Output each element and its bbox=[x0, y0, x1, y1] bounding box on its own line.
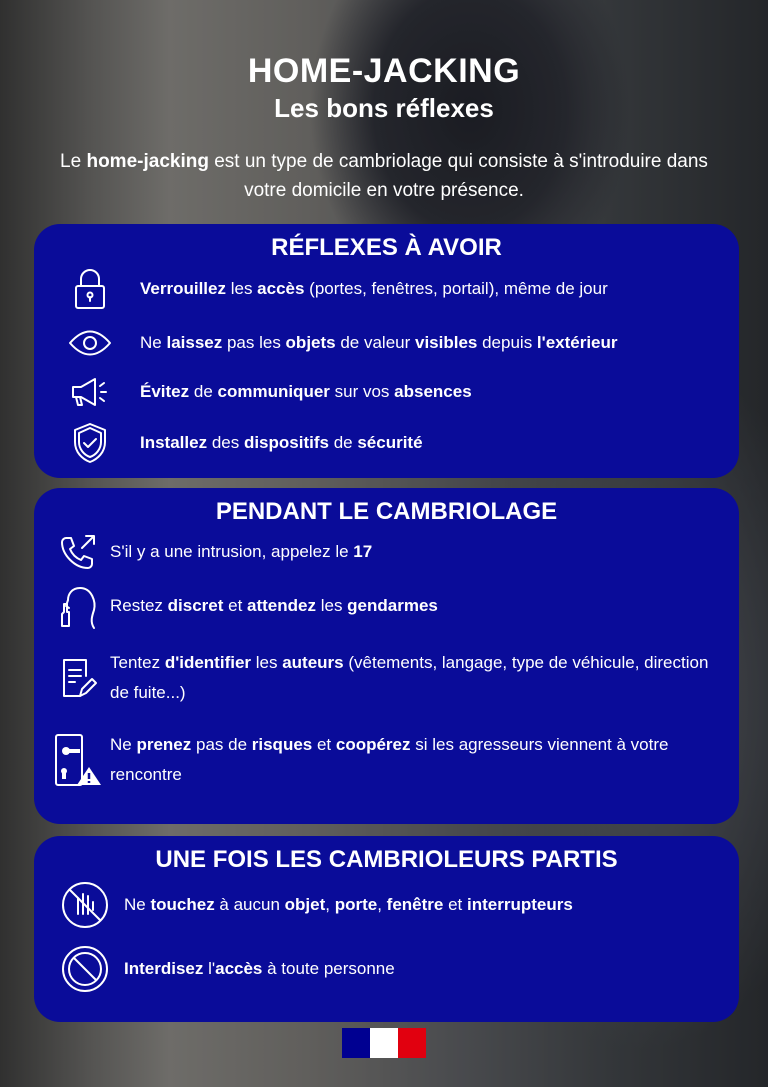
list-item bbox=[52, 422, 721, 464]
text-segment: les bbox=[225, 279, 258, 298]
text-segment: et bbox=[443, 895, 467, 914]
item-text bbox=[110, 648, 721, 708]
header bbox=[0, 52, 768, 124]
text-segment: de valeur bbox=[335, 333, 415, 352]
emphasis-text: Installez bbox=[140, 433, 208, 452]
text-segment: l' bbox=[203, 959, 216, 978]
section-title: PENDANT LE CAMBRIOLAGE bbox=[215, 498, 558, 525]
text-segment: sur vos bbox=[329, 382, 395, 401]
list-item bbox=[52, 648, 721, 708]
list-item bbox=[52, 268, 721, 310]
emphasis-text: laissez bbox=[166, 333, 223, 352]
megaphone-icon bbox=[52, 376, 128, 408]
emphasis-text: 17 bbox=[353, 542, 373, 561]
page-subtitle: Les bons réflexes bbox=[274, 93, 494, 123]
text-segment: est un type de cambriolage qui consiste à s'introduire dans votre domicile en votre présence. bbox=[208, 151, 708, 201]
emphasis-text: fenêtre bbox=[386, 895, 444, 914]
text-segment: à aucun bbox=[214, 895, 285, 914]
text-segment: , bbox=[325, 895, 335, 914]
phone-call-icon bbox=[52, 532, 104, 572]
text-segment: Le bbox=[60, 151, 87, 172]
no-touch-icon bbox=[52, 880, 118, 930]
list-item bbox=[52, 730, 721, 790]
lock-icon bbox=[52, 268, 128, 310]
emphasis-text: prenez bbox=[136, 735, 192, 754]
emphasis-text: Évitez bbox=[140, 382, 190, 401]
list-item bbox=[52, 376, 721, 408]
emphasis-text: attendez bbox=[247, 596, 316, 615]
item-text bbox=[140, 274, 608, 304]
section-title: UNE FOIS LES CAMBRIOLEURS PARTIS bbox=[155, 846, 618, 873]
emphasis-text: dispositifs bbox=[243, 433, 329, 452]
emphasis-text: visibles bbox=[415, 333, 478, 352]
emphasis-text: risques bbox=[251, 735, 313, 754]
emphasis-text: gendarmes bbox=[347, 596, 438, 615]
text-segment: Ne bbox=[124, 895, 151, 914]
emphasis-text: discret bbox=[167, 596, 224, 615]
text-segment: à toute personne bbox=[262, 959, 395, 978]
list-item bbox=[52, 532, 721, 572]
item-text bbox=[140, 328, 618, 358]
emphasis-text: accès bbox=[257, 279, 305, 298]
section-title: RÉFLEXES À AVOIR bbox=[271, 234, 502, 261]
item-text bbox=[110, 537, 372, 567]
text-segment: Ne bbox=[110, 735, 137, 754]
text-segment: de bbox=[328, 433, 358, 452]
shield-check-icon bbox=[52, 422, 128, 464]
emphasis-text: l'extérieur bbox=[536, 333, 618, 352]
item-text bbox=[110, 591, 438, 621]
item-text bbox=[124, 954, 395, 984]
silence-icon bbox=[52, 582, 104, 630]
text-segment: les bbox=[315, 596, 348, 615]
text-segment: depuis bbox=[477, 333, 537, 352]
emphasis-text: sécurité bbox=[357, 433, 423, 452]
text-segment: et bbox=[312, 735, 336, 754]
emphasis-text: objets bbox=[285, 333, 336, 352]
text-segment: les bbox=[251, 653, 283, 672]
text-segment: et bbox=[223, 596, 248, 615]
eye-icon bbox=[52, 328, 128, 358]
emphasis-text: coopérez bbox=[335, 735, 411, 754]
text-segment: si les agresseurs viennent à votre rencontre bbox=[110, 735, 669, 784]
text-segment: des bbox=[207, 433, 244, 452]
text-segment: (vêtements, langage, type de véhicule, direction de fuite...) bbox=[110, 653, 709, 702]
intro-text bbox=[60, 147, 708, 205]
emphasis-text: absences bbox=[394, 382, 472, 401]
text-segment: Ne bbox=[140, 333, 167, 352]
text-segment: (portes, fenêtres, portail), même de jour bbox=[304, 279, 608, 298]
section-reflexes bbox=[34, 224, 739, 478]
emphasis-text: communiquer bbox=[217, 382, 330, 401]
door-warning-icon bbox=[52, 733, 104, 787]
text-segment: de bbox=[189, 382, 218, 401]
item-text bbox=[140, 428, 423, 458]
list-item bbox=[52, 880, 721, 930]
text-segment: pas les bbox=[222, 333, 286, 352]
emphasis-text: accès bbox=[215, 959, 263, 978]
emphasis-text: interrupteurs bbox=[466, 895, 573, 914]
text-segment: pas de bbox=[191, 735, 252, 754]
page-title: HOME-JACKING bbox=[247, 52, 521, 90]
section-pendant bbox=[34, 488, 739, 824]
emphasis-text: Verrouillez bbox=[140, 279, 226, 298]
emphasis-text: d'identifier bbox=[164, 653, 252, 672]
emphasis-text: porte bbox=[334, 895, 378, 914]
item-text bbox=[110, 730, 721, 790]
text-segment: , bbox=[377, 895, 387, 914]
text-segment: Restez bbox=[110, 596, 168, 615]
forbidden-icon bbox=[52, 944, 118, 994]
section-apres bbox=[34, 836, 739, 1022]
list-item bbox=[52, 944, 721, 994]
emphasis-text: touchez bbox=[150, 895, 215, 914]
text-segment: S'il y a une intrusion, appelez le bbox=[110, 542, 354, 561]
emphasis-text: home-jacking bbox=[86, 151, 209, 172]
republique-francaise-logo bbox=[342, 1028, 426, 1058]
emphasis-text: auteurs bbox=[282, 653, 344, 672]
item-text bbox=[124, 890, 573, 920]
list-item bbox=[52, 582, 721, 630]
emphasis-text: objet bbox=[284, 895, 326, 914]
note-pen-icon bbox=[52, 656, 104, 700]
item-text bbox=[140, 377, 472, 407]
text-segment: Tentez bbox=[110, 653, 165, 672]
list-item bbox=[52, 328, 721, 358]
emphasis-text: Interdisez bbox=[124, 959, 204, 978]
